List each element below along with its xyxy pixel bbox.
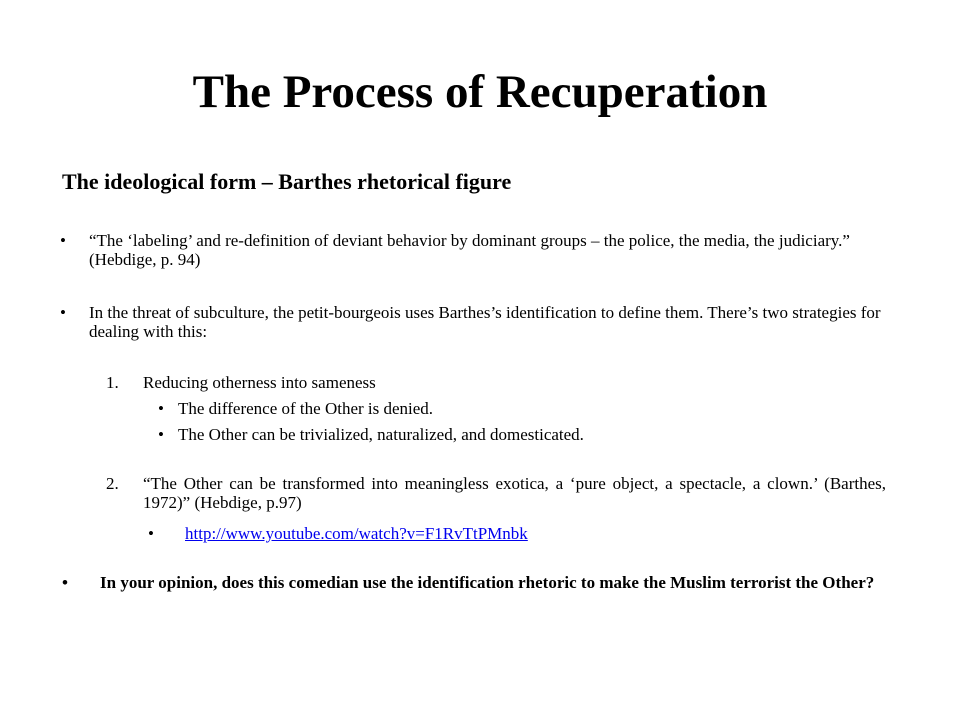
sub-bullet-item [158, 399, 858, 418]
numbered-item [106, 474, 886, 512]
bullet-item [60, 303, 900, 341]
numbered-item [106, 373, 886, 392]
bullet-marker: • [148, 524, 154, 543]
bullet-marker: • [158, 399, 164, 418]
numbered-item-text: “The Other can be transformed into meaningless exotica, a ‘pure object, a spectacle, a clown.’ (Barthes, 1972)” (Hebdige, p.97) [143, 474, 886, 512]
bullet-item [60, 231, 900, 269]
bullet-marker: • [60, 303, 66, 322]
youtube-link[interactable]: http://www.youtube.com/watch?v=F1RvTtPMnbk [185, 524, 528, 543]
item-number: 1. [106, 373, 119, 392]
bullet-marker: • [60, 231, 66, 250]
sub-bullet-item [158, 425, 858, 444]
question-item [62, 573, 902, 592]
sub-bullet-text: The difference of the Other is denied. [178, 399, 434, 418]
question-text: In your opinion, does this comedian use the identification rhetoric to make the Muslim terrorist the Other? [100, 573, 875, 592]
slide-title: The Process of Recuperation [192, 66, 768, 118]
bullet-text: In the threat of subculture, the petit-bourgeois uses Barthes’s identification to define them. There’s two strategies for dealing with this: [89, 303, 881, 341]
sub-bullet-text: The Other can be trivialized, naturalized, and domesticated. [178, 425, 584, 444]
bullet-text: “The ‘labeling’ and re-definition of deviant behavior by dominant groups – the police, the media, the judiciary.” (Hebdige, p. 94) [89, 231, 850, 269]
sub-bullet-item [148, 524, 848, 543]
bullet-marker: • [62, 573, 68, 592]
bullet-marker: • [158, 425, 164, 444]
item-number: 2. [106, 474, 119, 493]
numbered-item-text: Reducing otherness into sameness [143, 373, 376, 392]
slide-subtitle: The ideological form – Barthes rhetorical figure [62, 169, 512, 194]
